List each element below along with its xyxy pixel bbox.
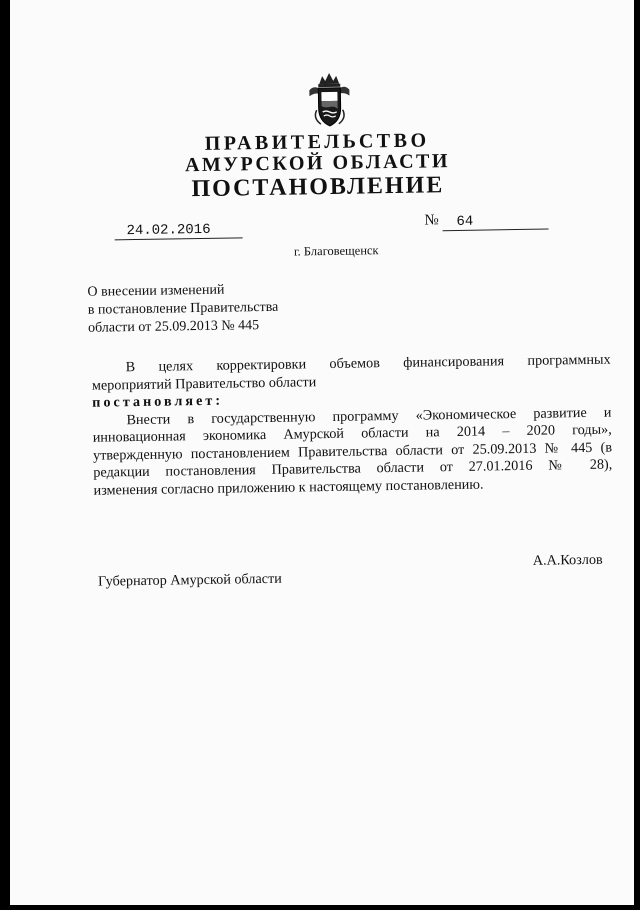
document-date-field xyxy=(114,219,242,240)
item-line: Внести в государственную программу «Экономическое развитие и xyxy=(126,404,612,428)
subject-line: области от 25.09.2013 № 445 xyxy=(87,318,260,336)
coat-of-arms-icon xyxy=(306,70,353,131)
number-label: № xyxy=(424,212,439,229)
item-line: утвержденную постановлением Правительства области от 25.09.2013 № 445 (в xyxy=(92,439,613,464)
city-label: г. Благовещенск xyxy=(293,243,379,259)
document-date: 24.02.2016 xyxy=(126,221,211,240)
item-line: инновационная экономика Амурской области на 2014 – 2020 годы», xyxy=(92,421,612,446)
organization-name-line2: АМУРСКОЙ ОБЛАСТИ xyxy=(184,150,451,177)
resolves-word: постановляет: xyxy=(92,392,224,411)
document-subject xyxy=(87,281,278,338)
signer-title: Губернатор Амурской области xyxy=(97,570,282,590)
subject-line: в постановление Правительства xyxy=(87,299,279,318)
document-number: 64 xyxy=(456,213,474,230)
document-body xyxy=(92,352,613,500)
document-page xyxy=(10,0,634,905)
intro-line: В целях корректировки объемов финансирования программных xyxy=(125,351,611,376)
item-line: редакции постановления Правительства области от 27.01.2016 № 28), xyxy=(93,456,613,481)
signer-name: А.А.Козлов xyxy=(532,551,603,569)
item-line: изменения согласно приложению к настоящему постановлению. xyxy=(93,476,484,499)
subject-line: О внесении изменений xyxy=(87,282,225,300)
intro-line: мероприятий Правительство области xyxy=(91,373,317,394)
organization-name-line1: ПРАВИТЕЛЬСТВО xyxy=(204,129,430,155)
document-type-title: ПОСТАНОВЛЕНИЕ xyxy=(191,172,445,203)
document-number-field xyxy=(442,211,548,232)
document-content xyxy=(3,0,640,910)
